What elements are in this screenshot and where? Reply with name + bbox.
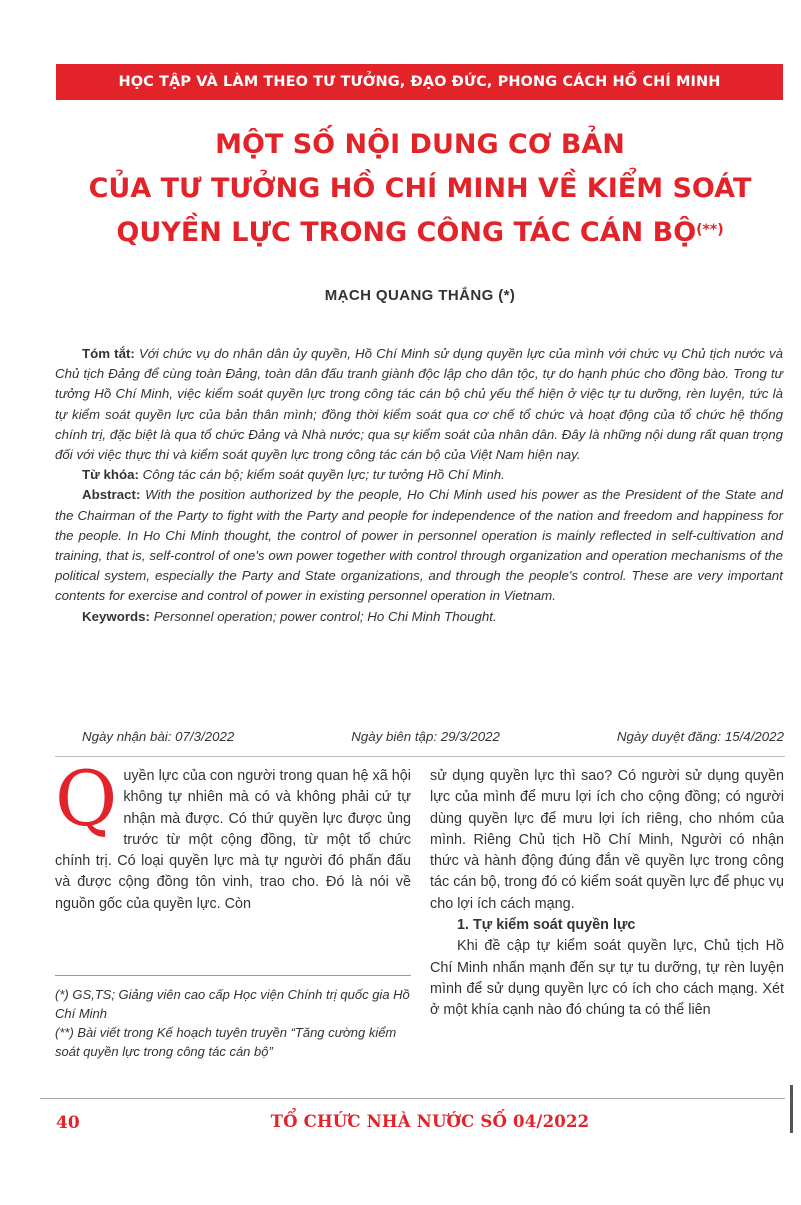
keywords-en [55, 607, 783, 627]
body-right-text-1: sử dụng quyền lực thì sao? Có người sử dụng quyền lực của mình để mưu lợi ích cho cộng đồng; có người dùng quyền lực để mưu lợi ích riêng, cho nhóm của mình. Riêng Chủ tịch Hồ Chí Minh, Người có nhận thức và hành động đúng đắn về quyền lực trong công tác cán bộ, trong đó có kiểm soát quyền lực để phục vụ cho lợi ích cách mạng. [430, 768, 784, 912]
title-line-2: CỦA TƯ TƯỞNG HỒ CHÍ MINH VỀ KIỂM SOÁT [88, 173, 752, 204]
body-left-text: uyền lực của con người trong quan hệ xã hội không tự nhiên mà có và không phải cứ tự nhận mà được. Có thứ quyền lực được ủng trước từ một cộng đồng, từ một tổ chức chính trị. Có loại quyền lực mà tự người đó phấn đấu và được cộng đồng tôn vinh, trao cho. Đó là nói về nguồn gốc của quyền lực. Còn [55, 768, 411, 912]
keywords-vi [55, 465, 783, 485]
body-right-text-2: Khi đề cập tự kiểm soát quyền lực, Chủ tịch Hồ Chí Minh nhấn mạnh đến sự tự tu dưỡng, tự rèn luyện mình để sử dụng quyền lực có ích cho cách mạng. Xét ở một khía cạnh nào đó chúng ta có thể liên [430, 938, 784, 1019]
date-edited: Ngày biên tập: 29/3/2022 [351, 729, 500, 744]
footnote-article: (**) Bài viết trong Kế hoạch tuyên truyền “Tăng cường kiểm soát quyền lực trong công tác cán bộ” [55, 1025, 397, 1059]
footnote-author: (*) GS,TS; Giảng viên cao cấp Học viện Chính trị quốc gia Hồ Chí Minh [55, 987, 410, 1021]
journal-name: TỔ CHỨC NHÀ NƯỚC SỐ 04/2022 [270, 1112, 590, 1131]
divider [55, 756, 785, 757]
title-line-1: MỘT SỐ NỘI DUNG CƠ BẢN [215, 129, 625, 160]
author-name: MẠCH QUANG THẮNG (*) [324, 287, 516, 304]
page-number: 40 [56, 1113, 80, 1133]
margin-mark [790, 1085, 793, 1133]
summary-label: Tóm tắt: [82, 346, 135, 361]
summary-text: Với chức vụ do nhân dân ủy quyền, Hồ Chí Minh sử dụng quyền lực của mình với chức vụ Chủ tịch nước và Chủ tịch Đảng để cùng toàn Đảng, toàn dân đấu tranh giành độc lập cho dân tộc, tự do hạnh phúc cho đồng bào. Trong tư tưởng Hồ Chí Minh, việc kiểm soát quyền lực trong công tác cán bộ chủ yếu thể hiện ở việc tự tu dưỡng, rèn luyện, tức là tự kiểm soát quyền lực của bản thân mình; đồng thời kiểm soát qua cơ chế tổ chức và hoạt động của tổ chức hệ thống chính trị, đặc biệt là qua tổ chức Đảng và Nhà nước; qua sự kiểm soát của nhân dân. Đây là những nội dung rất quan trọng đối với việc thực thi và kiểm soát quyền lực trong công tác cán bộ của Việt Nam hiện nay. [55, 346, 783, 463]
date-approved: Ngày duyệt đăng: 15/4/2022 [616, 729, 784, 744]
abstract-text: With the position authorized by the people, Ho Chi Minh used his power as the President of the State and the Chairman of the Party to fight with the Party and people for independence of the nation and freedom and happiness for the people. In Ho Chi Minh thought, the control of power in personnel operation is mainly reflected in self-cultivation and training, that is, self-control of one's own power together with control through organization and operation mechanisms of the political system, especially the Party and State organizations, and through the people's control. These are very important contents for exercise and control of power in existing personnel operation in Vietnam. [55, 487, 783, 604]
abstract-en [55, 485, 783, 606]
drop-cap: Q [55, 754, 118, 843]
keywords-vi-label: Từ khóa: [82, 467, 139, 483]
keywords-en-text: Personnel operation; power control; Ho Chi Minh Thought. [153, 608, 497, 624]
article-title [40, 123, 800, 255]
abstract-label: Abstract: [82, 487, 141, 503]
article-dates [82, 729, 784, 744]
summary-vi [55, 344, 783, 465]
section-heading: 1. Tự kiểm soát quyền lực [457, 917, 636, 934]
date-received: Ngày nhận bài: 07/3/2022 [82, 729, 235, 744]
body-column-right [430, 766, 784, 1022]
footnote-divider [55, 975, 411, 976]
abstract-block [55, 344, 783, 627]
footer-divider [40, 1098, 785, 1099]
title-line-3-text: QUYỀN LỰC TRONG CÔNG TÁC CÁN BỘ [116, 217, 697, 248]
title-footnote-marker: (**) [696, 222, 724, 238]
section-banner: HỌC TẬP VÀ LÀM THEO TƯ TƯỞNG, ĐẠO ĐỨC, PHONG CÁCH HỒ CHÍ MINH [56, 64, 783, 100]
keywords-en-label: Keywords: [82, 608, 150, 624]
keywords-vi-text: Công tác cán bộ; kiểm soát quyền lực; tư tưởng Hồ Chí Minh. [142, 467, 505, 483]
title-line-3 [40, 211, 800, 255]
body-column-left [55, 754, 411, 915]
footnotes [55, 985, 411, 1061]
